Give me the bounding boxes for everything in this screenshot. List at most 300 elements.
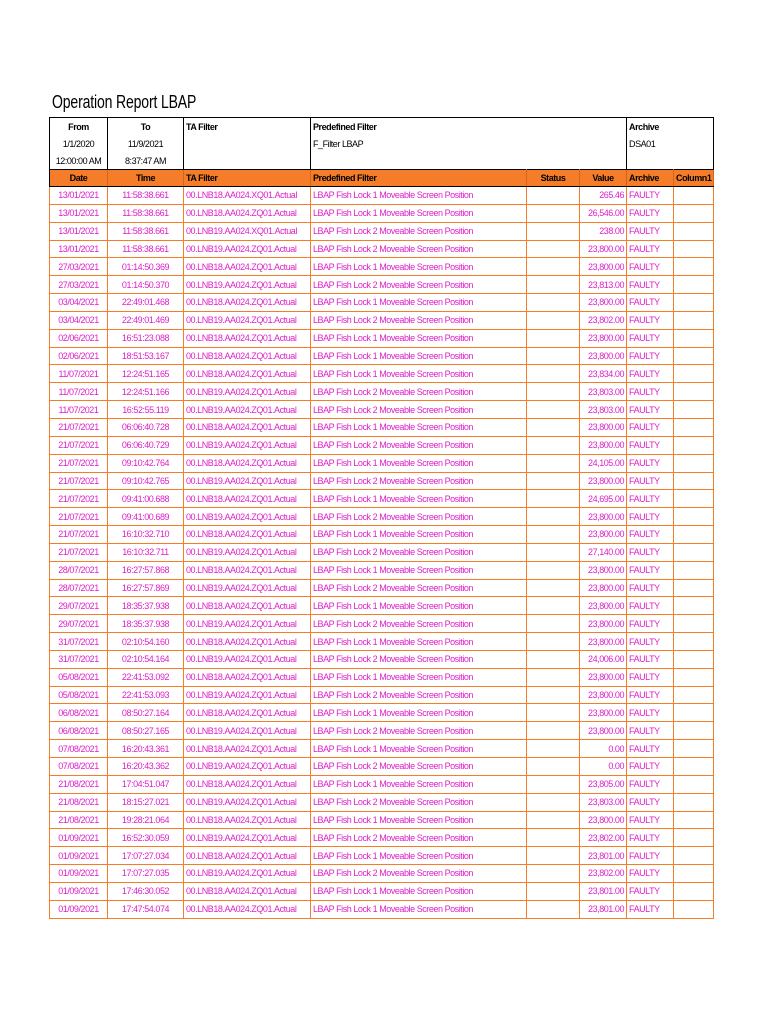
table-row [50, 436, 714, 454]
col-predefined-filter: Predefined Filter [311, 170, 527, 187]
table-row [50, 258, 714, 276]
cell-value: 23,801.00 [580, 882, 627, 900]
cell-column1 [674, 311, 714, 329]
table-row [50, 526, 714, 544]
cell-column1 [674, 526, 714, 544]
cell-time: 11:58:38.661 [108, 204, 184, 222]
cell-date: 11/07/2021 [50, 383, 108, 401]
cell-value: 23,800.00 [580, 668, 627, 686]
cell-archive: FAULTY [627, 508, 674, 526]
cell-value: 23,800.00 [580, 722, 627, 740]
cell-archive: FAULTY [627, 775, 674, 793]
col-time: Time [108, 170, 184, 187]
cell-predefined-filter: LBAP Fish Lock 1 Moveable Screen Position [311, 204, 527, 222]
cell-date: 13/01/2021 [50, 187, 108, 205]
table-row [50, 722, 714, 740]
table-row [50, 187, 714, 205]
cell-date: 13/01/2021 [50, 240, 108, 258]
cell-status [527, 882, 580, 900]
cell-predefined-filter: LBAP Fish Lock 2 Moveable Screen Position [311, 472, 527, 490]
cell-column1 [674, 383, 714, 401]
header-times-row [50, 152, 714, 170]
cell-time: 16:20:43.362 [108, 758, 184, 776]
cell-archive: FAULTY [627, 633, 674, 651]
table-row [50, 704, 714, 722]
header-labels-row [50, 118, 714, 136]
cell-value: 23,802.00 [580, 311, 627, 329]
cell-status [527, 811, 580, 829]
cell-status [527, 793, 580, 811]
cell-ta-filter: 00.LNB18.AA024.ZQ01.Actual [184, 258, 311, 276]
cell-status [527, 668, 580, 686]
cell-column1 [674, 686, 714, 704]
cell-value: 23,813.00 [580, 276, 627, 294]
table-row [50, 847, 714, 865]
cell-archive: FAULTY [627, 383, 674, 401]
cell-time: 16:52:30.059 [108, 829, 184, 847]
table-row [50, 222, 714, 240]
cell-date: 01/09/2021 [50, 829, 108, 847]
cell-date: 29/07/2021 [50, 597, 108, 615]
cell-archive: FAULTY [627, 543, 674, 561]
cell-predefined-filter: LBAP Fish Lock 2 Moveable Screen Position [311, 793, 527, 811]
table-row [50, 561, 714, 579]
cell-column1 [674, 222, 714, 240]
table-row [50, 490, 714, 508]
cell-status [527, 740, 580, 758]
cell-time: 22:41:53.092 [108, 668, 184, 686]
cell-value: 24,695.00 [580, 490, 627, 508]
cell-archive: FAULTY [627, 436, 674, 454]
table-row [50, 579, 714, 597]
cell-date: 21/07/2021 [50, 454, 108, 472]
cell-date: 07/08/2021 [50, 758, 108, 776]
cell-value: 23,800.00 [580, 294, 627, 312]
cell-column1 [674, 418, 714, 436]
table-row [50, 418, 714, 436]
cell-predefined-filter: LBAP Fish Lock 2 Moveable Screen Position [311, 401, 527, 419]
cell-predefined-filter: LBAP Fish Lock 1 Moveable Screen Position [311, 900, 527, 918]
table-row [50, 668, 714, 686]
cell-value: 23,803.00 [580, 793, 627, 811]
cell-time: 18:51:53.167 [108, 347, 184, 365]
cell-ta-filter: 00.LNB19.AA024.ZQ01.Actual [184, 722, 311, 740]
cell-archive: FAULTY [627, 240, 674, 258]
cell-date: 21/08/2021 [50, 775, 108, 793]
cell-predefined-filter: LBAP Fish Lock 2 Moveable Screen Position [311, 829, 527, 847]
table-row [50, 311, 714, 329]
cell-archive: FAULTY [627, 329, 674, 347]
cell-archive: FAULTY [627, 187, 674, 205]
cell-column1 [674, 829, 714, 847]
cell-status [527, 508, 580, 526]
cell-value: 0.00 [580, 758, 627, 776]
cell-predefined-filter: LBAP Fish Lock 2 Moveable Screen Position [311, 240, 527, 258]
cell-date: 27/03/2021 [50, 258, 108, 276]
cell-time: 16:51:23.088 [108, 329, 184, 347]
cell-value: 24,006.00 [580, 650, 627, 668]
cell-value: 23,803.00 [580, 383, 627, 401]
cell-date: 03/04/2021 [50, 294, 108, 312]
cell-value: 27,140.00 [580, 543, 627, 561]
cell-status [527, 561, 580, 579]
cell-column1 [674, 508, 714, 526]
cell-status [527, 543, 580, 561]
table-row [50, 329, 714, 347]
table-row [50, 793, 714, 811]
cell-archive: FAULTY [627, 561, 674, 579]
cell-archive: FAULTY [627, 365, 674, 383]
header-values-row [50, 135, 714, 152]
cell-column1 [674, 650, 714, 668]
cell-ta-filter: 00.LNB18.AA024.ZQ01.Actual [184, 347, 311, 365]
cell-archive: FAULTY [627, 900, 674, 918]
cell-ta-filter: 00.LNB19.AA024.ZQ01.Actual [184, 650, 311, 668]
cell-date: 21/07/2021 [50, 472, 108, 490]
cell-predefined-filter: LBAP Fish Lock 1 Moveable Screen Position [311, 740, 527, 758]
from-time: 12:00:00 AM [50, 152, 108, 170]
cell-predefined-filter: LBAP Fish Lock 1 Moveable Screen Position [311, 187, 527, 205]
cell-ta-filter: 00.LNB19.AA024.ZQ01.Actual [184, 436, 311, 454]
cell-value: 23,800.00 [580, 561, 627, 579]
cell-predefined-filter: LBAP Fish Lock 2 Moveable Screen Position [311, 650, 527, 668]
cell-time: 16:20:43.361 [108, 740, 184, 758]
cell-status [527, 633, 580, 651]
cell-date: 06/08/2021 [50, 704, 108, 722]
cell-time: 17:46:30.052 [108, 882, 184, 900]
column-header-row [50, 170, 714, 187]
cell-time: 12:24:51.165 [108, 365, 184, 383]
cell-date: 01/09/2021 [50, 882, 108, 900]
ta-filter-label: TA Filter [184, 118, 311, 136]
cell-archive: FAULTY [627, 704, 674, 722]
cell-archive: FAULTY [627, 882, 674, 900]
cell-time: 22:49:01.469 [108, 311, 184, 329]
table-row [50, 472, 714, 490]
table-row [50, 383, 714, 401]
cell-status [527, 829, 580, 847]
cell-predefined-filter: LBAP Fish Lock 2 Moveable Screen Position [311, 383, 527, 401]
cell-date: 02/06/2021 [50, 347, 108, 365]
cell-time: 08:50:27.164 [108, 704, 184, 722]
cell-date: 21/07/2021 [50, 490, 108, 508]
cell-predefined-filter: LBAP Fish Lock 2 Moveable Screen Position [311, 865, 527, 883]
table-row [50, 365, 714, 383]
cell-date: 29/07/2021 [50, 615, 108, 633]
cell-date: 21/07/2021 [50, 543, 108, 561]
table-row [50, 686, 714, 704]
cell-predefined-filter: LBAP Fish Lock 1 Moveable Screen Position [311, 561, 527, 579]
cell-column1 [674, 900, 714, 918]
cell-status [527, 526, 580, 544]
table-row [50, 347, 714, 365]
cell-time: 17:04:51.047 [108, 775, 184, 793]
cell-status [527, 276, 580, 294]
table-row [50, 829, 714, 847]
cell-predefined-filter: LBAP Fish Lock 1 Moveable Screen Position [311, 704, 527, 722]
cell-ta-filter: 00.LNB18.AA024.ZQ01.Actual [184, 365, 311, 383]
predefined-filter-label: Predefined Filter [311, 118, 627, 136]
cell-predefined-filter: LBAP Fish Lock 1 Moveable Screen Position [311, 633, 527, 651]
table-row [50, 900, 714, 918]
cell-predefined-filter: LBAP Fish Lock 1 Moveable Screen Position [311, 294, 527, 312]
cell-time: 19:28:21.064 [108, 811, 184, 829]
cell-archive: FAULTY [627, 490, 674, 508]
cell-column1 [674, 561, 714, 579]
archive-value: DSA01 [627, 135, 714, 152]
cell-value: 23,805.00 [580, 775, 627, 793]
empty-cell [627, 152, 714, 170]
cell-archive: FAULTY [627, 740, 674, 758]
cell-status [527, 775, 580, 793]
cell-ta-filter: 00.LNB19.AA024.ZQ01.Actual [184, 579, 311, 597]
cell-status [527, 204, 580, 222]
cell-ta-filter: 00.LNB18.AA024.ZQ01.Actual [184, 633, 311, 651]
table-row [50, 758, 714, 776]
cell-date: 01/09/2021 [50, 865, 108, 883]
cell-value: 23,800.00 [580, 258, 627, 276]
cell-ta-filter: 00.LNB18.AA024.ZQ01.Actual [184, 775, 311, 793]
cell-archive: FAULTY [627, 418, 674, 436]
cell-value: 23,800.00 [580, 811, 627, 829]
cell-value: 23,802.00 [580, 829, 627, 847]
table-row [50, 294, 714, 312]
cell-column1 [674, 668, 714, 686]
table-row [50, 597, 714, 615]
cell-archive: FAULTY [627, 347, 674, 365]
cell-ta-filter: 00.LNB19.AA024.ZQ01.Actual [184, 829, 311, 847]
cell-ta-filter: 00.LNB18.AA024.ZQ01.Actual [184, 204, 311, 222]
cell-ta-filter: 00.LNB19.AA024.XQ01.Actual [184, 222, 311, 240]
cell-value: 23,800.00 [580, 597, 627, 615]
table-row [50, 882, 714, 900]
cell-archive: FAULTY [627, 811, 674, 829]
table-row [50, 401, 714, 419]
cell-date: 31/07/2021 [50, 633, 108, 651]
cell-time: 16:27:57.868 [108, 561, 184, 579]
table-row [50, 775, 714, 793]
cell-status [527, 294, 580, 312]
cell-time: 06:06:40.729 [108, 436, 184, 454]
cell-ta-filter: 00.LNB18.AA024.XQ01.Actual [184, 187, 311, 205]
cell-ta-filter: 00.LNB18.AA024.ZQ01.Actual [184, 900, 311, 918]
cell-status [527, 401, 580, 419]
table-row [50, 204, 714, 222]
cell-status [527, 258, 580, 276]
cell-date: 28/07/2021 [50, 579, 108, 597]
cell-column1 [674, 240, 714, 258]
cell-predefined-filter: LBAP Fish Lock 1 Moveable Screen Position [311, 526, 527, 544]
col-ta-filter: TA Filter [184, 170, 311, 187]
cell-archive: FAULTY [627, 847, 674, 865]
cell-ta-filter: 00.LNB18.AA024.ZQ01.Actual [184, 704, 311, 722]
cell-time: 02:10:54.164 [108, 650, 184, 668]
col-status: Status [527, 170, 580, 187]
cell-status [527, 758, 580, 776]
cell-time: 16:52:55.119 [108, 401, 184, 419]
cell-predefined-filter: LBAP Fish Lock 2 Moveable Screen Position [311, 436, 527, 454]
cell-date: 21/07/2021 [50, 418, 108, 436]
cell-time: 18:15:27.021 [108, 793, 184, 811]
cell-predefined-filter: LBAP Fish Lock 1 Moveable Screen Position [311, 847, 527, 865]
cell-column1 [674, 615, 714, 633]
cell-date: 21/07/2021 [50, 508, 108, 526]
archive-label: Archive [627, 118, 714, 136]
cell-archive: FAULTY [627, 579, 674, 597]
cell-predefined-filter: LBAP Fish Lock 2 Moveable Screen Position [311, 722, 527, 740]
cell-value: 24,105.00 [580, 454, 627, 472]
cell-time: 18:35:37.938 [108, 597, 184, 615]
cell-time: 09:41:00.689 [108, 508, 184, 526]
cell-archive: FAULTY [627, 276, 674, 294]
cell-value: 23,800.00 [580, 508, 627, 526]
cell-value: 238.00 [580, 222, 627, 240]
cell-archive: FAULTY [627, 650, 674, 668]
col-column1: Column1 [674, 170, 714, 187]
cell-column1 [674, 847, 714, 865]
to-time: 8:37:47 AM [108, 152, 184, 170]
cell-ta-filter: 00.LNB18.AA024.ZQ01.Actual [184, 454, 311, 472]
cell-column1 [674, 187, 714, 205]
table-row [50, 454, 714, 472]
cell-time: 01:14:50.370 [108, 276, 184, 294]
cell-archive: FAULTY [627, 454, 674, 472]
cell-ta-filter: 00.LNB19.AA024.ZQ01.Actual [184, 472, 311, 490]
cell-column1 [674, 775, 714, 793]
cell-value: 23,800.00 [580, 526, 627, 544]
cell-archive: FAULTY [627, 865, 674, 883]
cell-archive: FAULTY [627, 758, 674, 776]
cell-value: 23,803.00 [580, 401, 627, 419]
cell-column1 [674, 365, 714, 383]
table-row [50, 650, 714, 668]
cell-column1 [674, 454, 714, 472]
cell-column1 [674, 704, 714, 722]
cell-ta-filter: 00.LNB19.AA024.ZQ01.Actual [184, 508, 311, 526]
cell-time: 12:24:51.166 [108, 383, 184, 401]
cell-date: 01/09/2021 [50, 847, 108, 865]
cell-ta-filter: 00.LNB19.AA024.ZQ01.Actual [184, 401, 311, 419]
cell-column1 [674, 758, 714, 776]
cell-column1 [674, 722, 714, 740]
cell-column1 [674, 633, 714, 651]
cell-archive: FAULTY [627, 204, 674, 222]
cell-time: 08:50:27.165 [108, 722, 184, 740]
cell-status [527, 847, 580, 865]
report-title: Operation Report LBAP [52, 92, 197, 112]
cell-date: 05/08/2021 [50, 668, 108, 686]
cell-predefined-filter: LBAP Fish Lock 2 Moveable Screen Position [311, 311, 527, 329]
predefined-filter-value: F_Filter LBAP [311, 135, 627, 152]
cell-date: 21/07/2021 [50, 526, 108, 544]
table-row [50, 543, 714, 561]
cell-time: 22:49:01.468 [108, 294, 184, 312]
table-row [50, 740, 714, 758]
cell-predefined-filter: LBAP Fish Lock 2 Moveable Screen Position [311, 508, 527, 526]
cell-value: 23,800.00 [580, 347, 627, 365]
cell-ta-filter: 00.LNB18.AA024.ZQ01.Actual [184, 740, 311, 758]
cell-predefined-filter: LBAP Fish Lock 1 Moveable Screen Position [311, 258, 527, 276]
cell-predefined-filter: LBAP Fish Lock 1 Moveable Screen Position [311, 490, 527, 508]
cell-status [527, 347, 580, 365]
cell-status [527, 490, 580, 508]
cell-ta-filter: 00.LNB19.AA024.ZQ01.Actual [184, 543, 311, 561]
cell-value: 23,800.00 [580, 615, 627, 633]
cell-date: 03/04/2021 [50, 311, 108, 329]
cell-archive: FAULTY [627, 597, 674, 615]
cell-status [527, 436, 580, 454]
table-row [50, 811, 714, 829]
cell-predefined-filter: LBAP Fish Lock 1 Moveable Screen Position [311, 329, 527, 347]
cell-archive: FAULTY [627, 311, 674, 329]
cell-archive: FAULTY [627, 472, 674, 490]
cell-column1 [674, 543, 714, 561]
cell-date: 13/01/2021 [50, 204, 108, 222]
cell-value: 23,801.00 [580, 847, 627, 865]
cell-archive: FAULTY [627, 526, 674, 544]
col-date: Date [50, 170, 108, 187]
cell-ta-filter: 00.LNB18.AA024.ZQ01.Actual [184, 294, 311, 312]
cell-column1 [674, 597, 714, 615]
from-label: From [50, 118, 108, 136]
cell-archive: FAULTY [627, 401, 674, 419]
ta-filter-value [184, 135, 311, 152]
cell-value: 23,800.00 [580, 704, 627, 722]
cell-column1 [674, 865, 714, 883]
from-date: 1/1/2020 [50, 135, 108, 152]
cell-status [527, 187, 580, 205]
cell-ta-filter: 00.LNB18.AA024.ZQ01.Actual [184, 597, 311, 615]
cell-ta-filter: 00.LNB19.AA024.ZQ01.Actual [184, 758, 311, 776]
cell-ta-filter: 00.LNB18.AA024.ZQ01.Actual [184, 847, 311, 865]
cell-status [527, 722, 580, 740]
cell-predefined-filter: LBAP Fish Lock 1 Moveable Screen Position [311, 811, 527, 829]
cell-column1 [674, 882, 714, 900]
cell-value: 23,800.00 [580, 686, 627, 704]
cell-ta-filter: 00.LNB18.AA024.ZQ01.Actual [184, 526, 311, 544]
cell-column1 [674, 740, 714, 758]
cell-predefined-filter: LBAP Fish Lock 1 Moveable Screen Position [311, 668, 527, 686]
cell-status [527, 900, 580, 918]
cell-time: 11:58:38.661 [108, 240, 184, 258]
cell-time: 22:41:53.093 [108, 686, 184, 704]
empty-cell [184, 152, 311, 170]
cell-status [527, 454, 580, 472]
cell-predefined-filter: LBAP Fish Lock 1 Moveable Screen Position [311, 347, 527, 365]
cell-value: 23,802.00 [580, 865, 627, 883]
cell-time: 16:10:32.711 [108, 543, 184, 561]
cell-status [527, 615, 580, 633]
cell-value: 23,800.00 [580, 418, 627, 436]
cell-archive: FAULTY [627, 829, 674, 847]
cell-ta-filter: 00.LNB18.AA024.ZQ01.Actual [184, 561, 311, 579]
cell-time: 06:06:40.728 [108, 418, 184, 436]
cell-ta-filter: 00.LNB18.AA024.ZQ01.Actual [184, 490, 311, 508]
cell-status [527, 650, 580, 668]
cell-date: 05/08/2021 [50, 686, 108, 704]
cell-ta-filter: 00.LNB19.AA024.ZQ01.Actual [184, 240, 311, 258]
cell-time: 16:10:32.710 [108, 526, 184, 544]
cell-date: 27/03/2021 [50, 276, 108, 294]
cell-ta-filter: 00.LNB19.AA024.ZQ01.Actual [184, 276, 311, 294]
cell-predefined-filter: LBAP Fish Lock 1 Moveable Screen Position [311, 597, 527, 615]
cell-value: 23,800.00 [580, 579, 627, 597]
cell-status [527, 311, 580, 329]
cell-predefined-filter: LBAP Fish Lock 1 Moveable Screen Position [311, 365, 527, 383]
cell-date: 28/07/2021 [50, 561, 108, 579]
cell-status [527, 472, 580, 490]
cell-time: 02:10:54.160 [108, 633, 184, 651]
